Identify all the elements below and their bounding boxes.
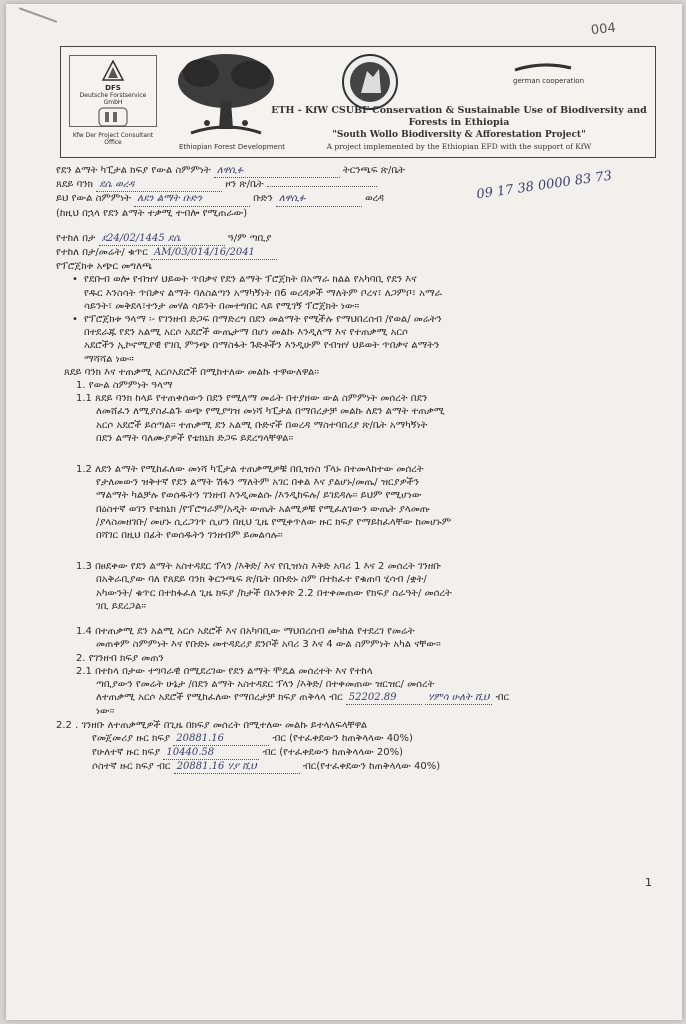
- letterhead-text: [267, 105, 651, 153]
- text-line: 2.1 በተከላ በታው ተግባራዊ በሚደረገው የደን ልማት ሞዴል መሰረተት እና የተከላ: [76, 665, 373, 677]
- payment-schedule: [56, 732, 660, 775]
- text-line: /ያላስመዘገቡ/ መሆኑ ሲረጋገጥ ሲሆን በዚህ ጊዜ የሚቀጥለው ዙር ክፍያ የማይከፈላቸው ከመሆኑም: [96, 516, 452, 528]
- dfs-logo: [69, 55, 157, 146]
- dfs-logo-subtext: Deutsche Forstservice GmbH: [79, 92, 147, 106]
- bullet-2: [56, 313, 660, 366]
- label-text: ዓ/ም ጣቢያ: [227, 232, 272, 244]
- form-line-2: [56, 178, 660, 192]
- clause-1-3: [56, 560, 660, 613]
- text-line: በአቅራቢያው ባለ የጸደይ ባንክ ቅርንጫፍ ጽ/ቤት በቡድኑ ስም በተከፈተ የቁጠባ ሂሳብ /ቋት/: [96, 574, 427, 586]
- bullet-1: [56, 273, 660, 313]
- text-line: ነው፡፡: [96, 706, 115, 718]
- text-line: ለመሸፈን ለሚያስፈልጉ ወጭ የሚያግዝ መነሻ ካፒታል በማበረታቻ መልኩ ለደን ልማት ተጠቃሚ: [96, 406, 445, 418]
- label-text: የደን ልማት ካፒታል ክፍያ የውል ስምምነት: [56, 165, 211, 176]
- handwritten-amount: 20881.16 ሃያ ሺህ: [174, 760, 300, 774]
- text-line: መጠቀም ስምምነት እና የቡድኑ መተዳደሪያ ደንቦች አባሪ 3 እና 4 ውል ስምምነት አካል ናቸው፡፡: [96, 639, 441, 651]
- payment-row-3: [92, 760, 660, 774]
- label-text: ይህ የውል ስምምነት: [56, 193, 131, 205]
- spacer: [56, 542, 660, 560]
- letterhead-line1: ETH - KfW CSUBF Conservation & Sustainable Use of Biodiversity and: [271, 105, 647, 116]
- label-text: ወረዳ: [365, 193, 385, 205]
- label-text: ዞን ጽ/ቤት: [225, 179, 264, 191]
- clause-1-4: [56, 625, 660, 651]
- efd-tree-logo-icon: [171, 51, 281, 139]
- label-text: ትርንጫፍ ጽ/ቤት: [343, 165, 405, 176]
- text-line: ገቢ ይደረጋል፡፡: [96, 600, 147, 612]
- text-line: በተደራጁ የደን አልሚ አርሶ አደሮች ውጤታማ በሆነ መልኩ እንዲለማ እና የተጠቃሚ አርሶ: [84, 327, 408, 339]
- text-line: ሳይንት፣ መቅደላ፣ተንታ መሃል ሳይንት በመተግበር ላይ የሚገኝ ፕሮጀክት ነው።: [84, 300, 360, 312]
- clause-1-1: [56, 392, 660, 445]
- text-line: የዱር እንስሳት ጥበቃና ልማት ባለስልጣን አማካኝነት በ6 ወረዳዎች ማለትም ቦረና፣ ለጋምቦ፣ አማራ: [84, 287, 442, 299]
- label-text: ብር (የተፈቀደውን ከጠቅላላው 40%): [272, 732, 413, 744]
- clause-2-2-title: 2.2 . ገንዘቡ ለተጠቃሚዎች በጊዜ በክፍያ መሰረት በሚተለው መልኩ ይተላለፍላቸዋል: [56, 719, 368, 731]
- label-text: የተከለ በታ/መሬት/ ቁጥር: [56, 247, 148, 259]
- text-line: በሻገር በዚህ በፊት የወሰዱትን ገንዘብም ይመልሳሉ፡፡: [96, 530, 283, 542]
- german-cooperation-stripe-icon: [513, 63, 573, 73]
- text-line: • የፕሮጀክቱ ዓላማ ፡- የገንዘብ ድጋፍ በማድረግ በደን መልማት የሚችሉ የማህበረሰብ /የወል/ መሬትን: [84, 314, 442, 326]
- letterhead-line2: Forests in Ethiopia: [408, 117, 510, 128]
- handwritten-value: ለደን ልማት ቡድን: [134, 192, 250, 206]
- label-text: ብር(የተፈቀደውን ከጠቅላላው 40%): [302, 761, 441, 773]
- form-line-3: [56, 192, 660, 206]
- kfw-office-text: Kfw Der Project Consultant Office: [72, 132, 154, 146]
- text-line: 1.3 በፀደቀው የደን ልማት አስተዳደር ፕላን /እቅድ/ እና የቢዝነስ እቅድ አባሪ 1 እና 2 መሰረት ገንዘቡ: [76, 561, 441, 573]
- dfs-logo-text: DFS: [105, 84, 121, 92]
- handwritten-value: ለዋሲፉ: [214, 164, 340, 178]
- label-text: ብር (የተፈቀደውን ከጠቅላላው 20%): [262, 746, 404, 758]
- form-line-4: (ከዚህ በኋላ የደን ልማት ተቃሚ ተብሎ የሚጠራው): [56, 207, 248, 219]
- payment-row-1: [92, 732, 660, 746]
- text-line: ማልማት ካልቻሉ የወሰዱትን ገንዘብ እንዲመልሱ /እንዲከፍሉ/ ይገደዳሉ፡፡ ይህም የሚሆነው: [96, 490, 422, 502]
- text-line: አደሮችን ኢኮኖሚያዊ የገቢ ምንጭ በማስፋት ጉድቶችን እንዲሁም የብዝሃ ህይወት ጥበቃና ልማትን: [84, 340, 440, 352]
- form-line-5: [56, 232, 660, 246]
- section-2-title: 2. የገንዘብ ክፍያ መጠን: [76, 652, 164, 664]
- label-text: ለተጠቃሚ አርሶ አደሮች የሚከፈለው የማበረታቻ ክፍያ ጠቅላላ ብር: [96, 692, 343, 704]
- letterhead: [60, 46, 656, 158]
- text-line: የታለመውን ዝቅተኛ የደን ልማት ሽፋን ማለትም አገር በቀል እና ያልሆኑ/መጤ/ ዝርያዎችን: [96, 477, 419, 489]
- background-title: የፕሮጀክቱ አጭር መግለጫ: [56, 261, 153, 273]
- label-text: ብር: [495, 692, 510, 704]
- efd-label: Ethiopian Forest Development: [179, 143, 286, 151]
- kfw-office-icon: [93, 106, 133, 128]
- letterhead-line4: A project implemented by the Ethiopian EFD with the support of KfW: [326, 142, 592, 151]
- text-line: 1.4 በተጠቃሚ ደን አልሚ አርሶ አደሮች እና በአካባቢው ማህበረሰብ መካከል የተደረገ የመሬት: [76, 626, 415, 638]
- text-line: 1.2 ለደን ልማት የሚከፈለው መነሻ ካፒታል ተጠቃሚዎቹ በቢዝነስ ፕላኑ በተመላከተው መሰረት: [76, 464, 424, 476]
- section-1-title: 1. የውል ስምምነት ዓላማ: [76, 380, 173, 392]
- agreement-intro: ጸደይ ባንክ እና ተጠቃሚ አርሶአደሮች በሚከተለው መልኩ ተዋውለዋል፡፡: [64, 366, 320, 378]
- handwritten-amount-words: ሃምሳ ሁለት ሺህ: [425, 691, 492, 705]
- text-line: አርሶ አደሮች ይሰጣል፡፡ ተጠቃሚ ደን አልሚ ቡድኖች በወረዳ ማስተባበሪያ ጽ/ቤት አማካኝነት: [96, 419, 428, 431]
- handwritten-value: AM/03/014/16/2041: [151, 246, 277, 260]
- form-line-6: [56, 246, 660, 260]
- handwritten-page-code: 004: [590, 20, 617, 39]
- handwritten-value: ለዋሲፉ: [276, 192, 362, 206]
- label-text: ቡድን: [253, 193, 273, 205]
- spacer: [56, 445, 660, 463]
- clause-2-1: [56, 665, 660, 719]
- form-line-1: [56, 164, 660, 178]
- german-cooperation-logo: [513, 63, 589, 93]
- german-cooperation-text: german cooperation: [513, 77, 585, 85]
- total-amount-line: [76, 691, 660, 705]
- label-text: የተከለ በታ: [56, 232, 96, 244]
- document-body: [56, 164, 660, 774]
- clause-1-2: [56, 463, 660, 542]
- handwritten-value: ደ24/02/1445 ደሴ: [99, 232, 225, 246]
- page-number: 1: [645, 876, 652, 889]
- handwritten-value: ደሴ ወረዳ: [96, 178, 222, 192]
- document-page: [6, 4, 682, 1020]
- dfs-tree-icon: [99, 60, 127, 82]
- letterhead-line3: "South Wollo Biodiversity & Afforestation Project": [332, 130, 586, 140]
- margin-mark: [19, 7, 57, 23]
- text-line: ጣቢያውን የመሬት ሁኔታ /በደን ልማት አስተዳደር ፕላን /እቅድ/ በተቀመጠው ዝርዝር/ መሰረት: [96, 678, 435, 690]
- spacer: [56, 220, 660, 232]
- text-line: በዕስተኛ ወገን የቴክኒክ /የፕሮግራም/አዲት ውጤት አልሚዎቹ የሚፈለገውን ውጤት ያላመጡ: [96, 503, 430, 515]
- handwritten-amount: 20881.16: [173, 732, 269, 746]
- label-text: ሶስተኛ ዙር ክፍያ ብር: [92, 761, 171, 773]
- handwritten-amount: 52202.89: [346, 691, 422, 705]
- text-line: • የደቡብ ወሎ የብዝሃ ህይወት ጥበቃና የደን ልማት ፕሮጀክት በአማራ ክልል የአካባቢ የደን እና: [84, 274, 417, 286]
- label-text: የመጀመሪያ ዙር ክፍያ: [92, 732, 171, 744]
- ethiopia-seal-icon: [341, 53, 399, 111]
- text-line: አካውንት/ ቁጥር በተከፋፈለ ጊዜ ክፍያ /ከታች በአንቀጽ 2.2 በተቀመጠው የክፍያ ስራዓት/ መሰረት: [96, 587, 452, 599]
- handwritten-phone: 09 17 38 0000 83 73: [475, 168, 613, 203]
- payment-row-2: [92, 746, 660, 760]
- spacer: [56, 613, 660, 625]
- text-line: ማሻሻል ነው።: [84, 353, 134, 365]
- handwritten-amount: 10440.58: [163, 746, 259, 760]
- text-line: በደን ልማት ባለሙያዎች የቴክኒክ ድጋፍ ይደረግላቸዋል፡፡: [96, 432, 294, 444]
- label-text: ጸደይ ባንክ: [56, 179, 94, 191]
- text-line: 1.1 ጸደይ ባንክ ከላይ የተጠቀሰውን በደን የሚለማ መሬት በተያዘው ውል ስምምነት መሰረት በደን: [76, 393, 428, 405]
- label-text: የሁለተኛ ዙር ክፍያ: [92, 746, 161, 758]
